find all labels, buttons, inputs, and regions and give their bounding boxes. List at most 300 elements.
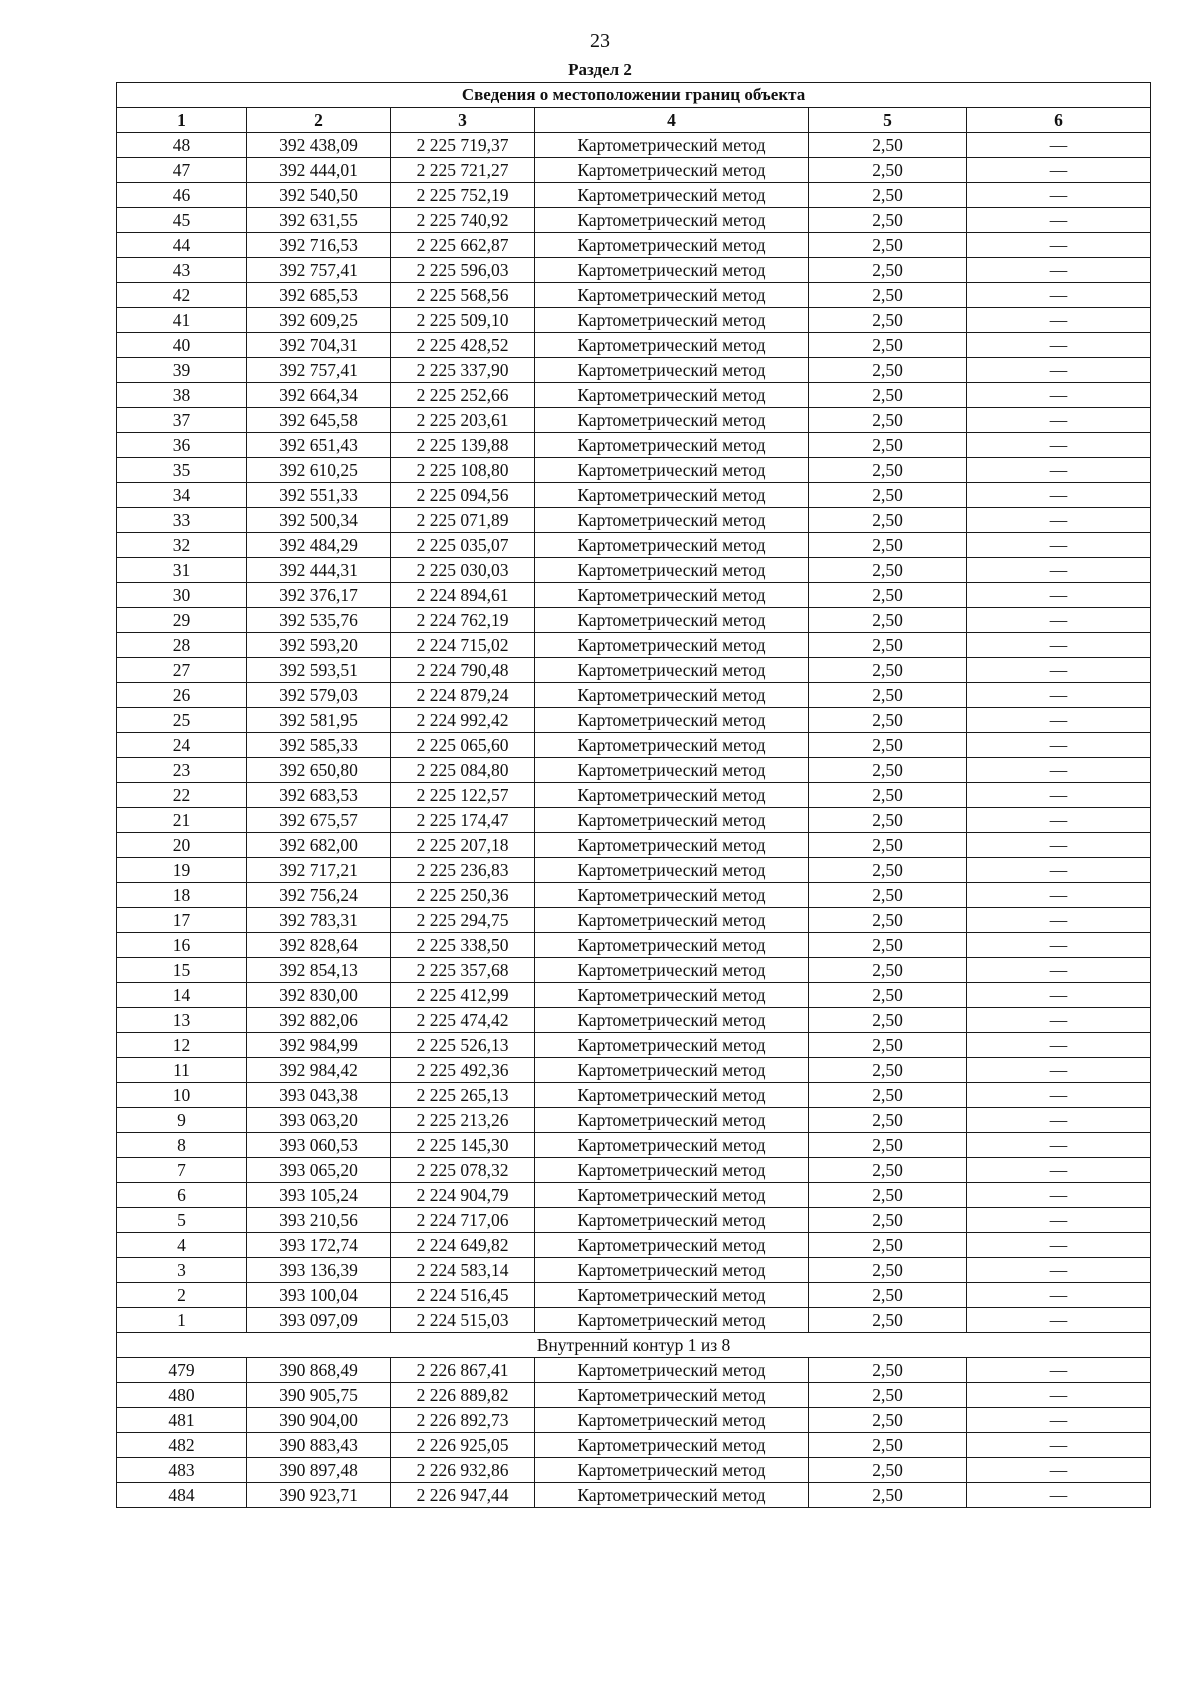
- cell-y-coordinate: 2 226 892,73: [391, 1408, 535, 1433]
- cell-accuracy: 2,50: [809, 458, 967, 483]
- cell-x-coordinate: 392 500,34: [247, 508, 391, 533]
- cell-method: Картометрический метод: [535, 483, 809, 508]
- cell-accuracy: 2,50: [809, 1233, 967, 1258]
- cell-method: Картометрический метод: [535, 733, 809, 758]
- cell-note: —: [967, 508, 1151, 533]
- table-row: [117, 1133, 1151, 1158]
- table-row: [117, 533, 1151, 558]
- cell-method: Картометрический метод: [535, 833, 809, 858]
- cell-x-coordinate: 392 717,21: [247, 858, 391, 883]
- cell-x-coordinate: 392 376,17: [247, 583, 391, 608]
- cell-x-coordinate: 392 444,31: [247, 558, 391, 583]
- cell-accuracy: 2,50: [809, 983, 967, 1008]
- table-row: [117, 308, 1151, 333]
- cell-point-number: 3: [117, 1258, 247, 1283]
- cell-accuracy: 2,50: [809, 158, 967, 183]
- cell-y-coordinate: 2 226 947,44: [391, 1483, 535, 1508]
- cell-note: —: [967, 1083, 1151, 1108]
- cell-y-coordinate: 2 224 790,48: [391, 658, 535, 683]
- cell-x-coordinate: 392 593,20: [247, 633, 391, 658]
- cell-method: Картометрический метод: [535, 433, 809, 458]
- cell-x-coordinate: 392 444,01: [247, 158, 391, 183]
- cell-method: Картометрический метод: [535, 958, 809, 983]
- cell-y-coordinate: 2 225 568,56: [391, 283, 535, 308]
- page-number: 23: [590, 30, 610, 52]
- cell-accuracy: 2,50: [809, 858, 967, 883]
- cell-point-number: 11: [117, 1058, 247, 1083]
- cell-method: Картометрический метод: [535, 1158, 809, 1183]
- cell-y-coordinate: 2 225 084,80: [391, 758, 535, 783]
- cell-accuracy: 2,50: [809, 1033, 967, 1058]
- cell-accuracy: 2,50: [809, 1058, 967, 1083]
- cell-x-coordinate: 392 438,09: [247, 133, 391, 158]
- cell-method: Картометрический метод: [535, 608, 809, 633]
- cell-y-coordinate: 2 225 035,07: [391, 533, 535, 558]
- cell-method: Картометрический метод: [535, 908, 809, 933]
- cell-point-number: 15: [117, 958, 247, 983]
- column-header: 1: [117, 108, 247, 133]
- cell-method: Картометрический метод: [535, 1483, 809, 1508]
- cell-y-coordinate: 2 224 583,14: [391, 1258, 535, 1283]
- cell-method: Картометрический метод: [535, 1433, 809, 1458]
- table-row: [117, 808, 1151, 833]
- cell-accuracy: 2,50: [809, 258, 967, 283]
- cell-x-coordinate: 392 484,29: [247, 533, 391, 558]
- cell-accuracy: 2,50: [809, 808, 967, 833]
- cell-accuracy: 2,50: [809, 1258, 967, 1283]
- cell-note: —: [967, 733, 1151, 758]
- column-header: 5: [809, 108, 967, 133]
- cell-method: Картометрический метод: [535, 283, 809, 308]
- cell-point-number: 27: [117, 658, 247, 683]
- cell-y-coordinate: 2 224 715,02: [391, 633, 535, 658]
- cell-x-coordinate: 392 581,95: [247, 708, 391, 733]
- cell-x-coordinate: 393 063,20: [247, 1108, 391, 1133]
- cell-accuracy: 2,50: [809, 1458, 967, 1483]
- cell-point-number: 9: [117, 1108, 247, 1133]
- cell-method: Картометрический метод: [535, 1458, 809, 1483]
- cell-point-number: 44: [117, 233, 247, 258]
- table-row: [117, 1183, 1151, 1208]
- cell-accuracy: 2,50: [809, 1133, 967, 1158]
- cell-y-coordinate: 2 225 250,36: [391, 883, 535, 908]
- cell-y-coordinate: 2 225 122,57: [391, 783, 535, 808]
- cell-note: —: [967, 1408, 1151, 1433]
- cell-y-coordinate: 2 225 071,89: [391, 508, 535, 533]
- cell-method: Картометрический метод: [535, 883, 809, 908]
- cell-x-coordinate: 392 540,50: [247, 183, 391, 208]
- cell-note: —: [967, 708, 1151, 733]
- cell-point-number: 38: [117, 383, 247, 408]
- cell-method: Картометрический метод: [535, 333, 809, 358]
- cell-y-coordinate: 2 225 078,32: [391, 1158, 535, 1183]
- cell-y-coordinate: 2 225 174,47: [391, 808, 535, 833]
- table-row: [117, 633, 1151, 658]
- cell-accuracy: 2,50: [809, 633, 967, 658]
- cell-accuracy: 2,50: [809, 958, 967, 983]
- cell-point-number: 483: [117, 1458, 247, 1483]
- cell-note: —: [967, 958, 1151, 983]
- cell-x-coordinate: 393 136,39: [247, 1258, 391, 1283]
- table-row: [117, 1433, 1151, 1458]
- cell-x-coordinate: 392 828,64: [247, 933, 391, 958]
- cell-point-number: 6: [117, 1183, 247, 1208]
- cell-point-number: 7: [117, 1158, 247, 1183]
- table-row: [117, 908, 1151, 933]
- cell-note: —: [967, 1258, 1151, 1283]
- cell-note: —: [967, 133, 1151, 158]
- cell-y-coordinate: 2 225 526,13: [391, 1033, 535, 1058]
- cell-x-coordinate: 392 716,53: [247, 233, 391, 258]
- cell-point-number: 1: [117, 1308, 247, 1333]
- cell-note: —: [967, 1233, 1151, 1258]
- cell-point-number: 25: [117, 708, 247, 733]
- cell-note: —: [967, 1283, 1151, 1308]
- cell-x-coordinate: 392 645,58: [247, 408, 391, 433]
- cell-point-number: 48: [117, 133, 247, 158]
- cell-accuracy: 2,50: [809, 708, 967, 733]
- table-row: [117, 758, 1151, 783]
- cell-method: Картометрический метод: [535, 1183, 809, 1208]
- cell-point-number: 35: [117, 458, 247, 483]
- cell-accuracy: 2,50: [809, 883, 967, 908]
- table-header-row: [117, 108, 1151, 133]
- cell-point-number: 42: [117, 283, 247, 308]
- cell-method: Картометрический метод: [535, 758, 809, 783]
- column-header: 4: [535, 108, 809, 133]
- cell-x-coordinate: 393 065,20: [247, 1158, 391, 1183]
- cell-y-coordinate: 2 225 207,18: [391, 833, 535, 858]
- cell-accuracy: 2,50: [809, 333, 967, 358]
- cell-accuracy: 2,50: [809, 183, 967, 208]
- cell-point-number: 5: [117, 1208, 247, 1233]
- cell-accuracy: 2,50: [809, 908, 967, 933]
- cell-method: Картометрический метод: [535, 358, 809, 383]
- cell-note: —: [967, 383, 1151, 408]
- cell-x-coordinate: 393 097,09: [247, 1308, 391, 1333]
- cell-y-coordinate: 2 225 145,30: [391, 1133, 535, 1158]
- cell-note: —: [967, 1433, 1151, 1458]
- cell-note: —: [967, 533, 1151, 558]
- cell-note: —: [967, 408, 1151, 433]
- cell-y-coordinate: 2 224 717,06: [391, 1208, 535, 1233]
- cell-x-coordinate: 392 756,24: [247, 883, 391, 908]
- cell-method: Картометрический метод: [535, 533, 809, 558]
- cell-y-coordinate: 2 226 867,41: [391, 1358, 535, 1383]
- cell-accuracy: 2,50: [809, 683, 967, 708]
- table-row: [117, 983, 1151, 1008]
- cell-x-coordinate: 392 783,31: [247, 908, 391, 933]
- cell-y-coordinate: 2 225 030,03: [391, 558, 535, 583]
- cell-y-coordinate: 2 225 428,52: [391, 333, 535, 358]
- cell-accuracy: 2,50: [809, 658, 967, 683]
- cell-accuracy: 2,50: [809, 758, 967, 783]
- cell-x-coordinate: 393 043,38: [247, 1083, 391, 1108]
- table-row: [117, 1283, 1151, 1308]
- cell-y-coordinate: 2 225 492,36: [391, 1058, 535, 1083]
- cell-y-coordinate: 2 225 740,92: [391, 208, 535, 233]
- cell-point-number: 37: [117, 408, 247, 433]
- cell-accuracy: 2,50: [809, 358, 967, 383]
- cell-point-number: 29: [117, 608, 247, 633]
- cell-point-number: 33: [117, 508, 247, 533]
- cell-note: —: [967, 1033, 1151, 1058]
- cell-method: Картометрический метод: [535, 1408, 809, 1433]
- cell-method: Картометрический метод: [535, 1133, 809, 1158]
- cell-accuracy: 2,50: [809, 1008, 967, 1033]
- cell-x-coordinate: 392 651,43: [247, 433, 391, 458]
- cell-point-number: 480: [117, 1383, 247, 1408]
- cell-note: —: [967, 608, 1151, 633]
- cell-point-number: 22: [117, 783, 247, 808]
- table-row: [117, 833, 1151, 858]
- cell-note: —: [967, 158, 1151, 183]
- cell-accuracy: 2,50: [809, 1158, 967, 1183]
- cell-accuracy: 2,50: [809, 933, 967, 958]
- table-row: [117, 733, 1151, 758]
- cell-note: —: [967, 858, 1151, 883]
- cell-x-coordinate: 390 904,00: [247, 1408, 391, 1433]
- table-row: [117, 458, 1151, 483]
- cell-point-number: 40: [117, 333, 247, 358]
- cell-method: Картометрический метод: [535, 1358, 809, 1383]
- cell-point-number: 31: [117, 558, 247, 583]
- cell-method: Картометрический метод: [535, 658, 809, 683]
- table-row: [117, 208, 1151, 233]
- cell-method: Картометрический метод: [535, 1083, 809, 1108]
- cell-accuracy: 2,50: [809, 1108, 967, 1133]
- cell-method: Картометрический метод: [535, 208, 809, 233]
- cell-point-number: 36: [117, 433, 247, 458]
- cell-method: Картометрический метод: [535, 1283, 809, 1308]
- cell-x-coordinate: 390 868,49: [247, 1358, 391, 1383]
- table-row: [117, 558, 1151, 583]
- cell-y-coordinate: 2 226 889,82: [391, 1383, 535, 1408]
- cell-note: —: [967, 658, 1151, 683]
- boundary-table: [116, 82, 1151, 1508]
- column-header: 2: [247, 108, 391, 133]
- table-row: [117, 783, 1151, 808]
- cell-accuracy: 2,50: [809, 1083, 967, 1108]
- cell-y-coordinate: 2 224 649,82: [391, 1233, 535, 1258]
- cell-method: Картометрический метод: [535, 383, 809, 408]
- cell-x-coordinate: 390 923,71: [247, 1483, 391, 1508]
- cell-x-coordinate: 392 682,00: [247, 833, 391, 858]
- table-row: [117, 933, 1151, 958]
- table-row: [117, 958, 1151, 983]
- cell-x-coordinate: 392 984,42: [247, 1058, 391, 1083]
- cell-point-number: 482: [117, 1433, 247, 1458]
- cell-point-number: 20: [117, 833, 247, 858]
- cell-note: —: [967, 1183, 1151, 1208]
- table-row: [117, 708, 1151, 733]
- cell-y-coordinate: 2 224 515,03: [391, 1308, 535, 1333]
- cell-note: —: [967, 258, 1151, 283]
- cell-x-coordinate: 392 683,53: [247, 783, 391, 808]
- cell-method: Картометрический метод: [535, 633, 809, 658]
- cell-y-coordinate: 2 225 236,83: [391, 858, 535, 883]
- table-row: [117, 358, 1151, 383]
- cell-accuracy: 2,50: [809, 133, 967, 158]
- cell-y-coordinate: 2 226 932,86: [391, 1458, 535, 1483]
- cell-method: Картометрический метод: [535, 558, 809, 583]
- cell-y-coordinate: 2 225 474,42: [391, 1008, 535, 1033]
- cell-y-coordinate: 2 225 213,26: [391, 1108, 535, 1133]
- table-row: [117, 1458, 1151, 1483]
- cell-x-coordinate: 392 685,53: [247, 283, 391, 308]
- cell-x-coordinate: 392 535,76: [247, 608, 391, 633]
- cell-note: —: [967, 1133, 1151, 1158]
- cell-x-coordinate: 392 610,25: [247, 458, 391, 483]
- cell-method: Картометрический метод: [535, 1108, 809, 1133]
- table-row: [117, 658, 1151, 683]
- cell-y-coordinate: 2 225 509,10: [391, 308, 535, 333]
- cell-point-number: 16: [117, 933, 247, 958]
- table-row: [117, 1408, 1151, 1433]
- cell-point-number: 34: [117, 483, 247, 508]
- column-header: 3: [391, 108, 535, 133]
- cell-method: Картометрический метод: [535, 458, 809, 483]
- cell-note: —: [967, 558, 1151, 583]
- cell-y-coordinate: 2 224 762,19: [391, 608, 535, 633]
- cell-y-coordinate: 2 225 357,68: [391, 958, 535, 983]
- cell-y-coordinate: 2 224 992,42: [391, 708, 535, 733]
- cell-method: Картометрический метод: [535, 933, 809, 958]
- cell-note: —: [967, 308, 1151, 333]
- cell-point-number: 41: [117, 308, 247, 333]
- cell-method: Картометрический метод: [535, 983, 809, 1008]
- cell-method: Картометрический метод: [535, 408, 809, 433]
- table-row: [117, 1058, 1151, 1083]
- cell-accuracy: 2,50: [809, 608, 967, 633]
- table-row: [117, 858, 1151, 883]
- cell-point-number: 17: [117, 908, 247, 933]
- cell-x-coordinate: 392 579,03: [247, 683, 391, 708]
- cell-note: —: [967, 233, 1151, 258]
- cell-accuracy: 2,50: [809, 233, 967, 258]
- table-row: [117, 1083, 1151, 1108]
- cell-point-number: 2: [117, 1283, 247, 1308]
- cell-note: —: [967, 358, 1151, 383]
- cell-note: —: [967, 458, 1151, 483]
- cell-method: Картометрический метод: [535, 183, 809, 208]
- cell-accuracy: 2,50: [809, 558, 967, 583]
- table-row: [117, 183, 1151, 208]
- cell-accuracy: 2,50: [809, 783, 967, 808]
- cell-y-coordinate: 2 225 294,75: [391, 908, 535, 933]
- cell-y-coordinate: 2 225 252,66: [391, 383, 535, 408]
- cell-x-coordinate: 392 650,80: [247, 758, 391, 783]
- cell-x-coordinate: 392 984,99: [247, 1033, 391, 1058]
- cell-note: —: [967, 808, 1151, 833]
- cell-x-coordinate: 390 897,48: [247, 1458, 391, 1483]
- cell-method: Картометрический метод: [535, 1308, 809, 1333]
- table-row: [117, 1258, 1151, 1283]
- cell-x-coordinate: 392 631,55: [247, 208, 391, 233]
- table-row: [117, 683, 1151, 708]
- table-row: [117, 1383, 1151, 1408]
- cell-note: —: [967, 633, 1151, 658]
- cell-note: —: [967, 1058, 1151, 1083]
- cell-note: —: [967, 333, 1151, 358]
- cell-method: Картометрический метод: [535, 583, 809, 608]
- cell-y-coordinate: 2 225 265,13: [391, 1083, 535, 1108]
- cell-y-coordinate: 2 224 894,61: [391, 583, 535, 608]
- cell-accuracy: 2,50: [809, 283, 967, 308]
- table-body: [117, 133, 1151, 1508]
- cell-note: —: [967, 1208, 1151, 1233]
- cell-x-coordinate: 392 704,31: [247, 333, 391, 358]
- cell-note: —: [967, 1158, 1151, 1183]
- cell-accuracy: 2,50: [809, 1208, 967, 1233]
- cell-x-coordinate: 392 609,25: [247, 308, 391, 333]
- table-row: [117, 258, 1151, 283]
- cell-accuracy: 2,50: [809, 433, 967, 458]
- cell-note: —: [967, 1358, 1151, 1383]
- cell-x-coordinate: 392 551,33: [247, 483, 391, 508]
- cell-accuracy: 2,50: [809, 308, 967, 333]
- cell-y-coordinate: 2 224 516,45: [391, 1283, 535, 1308]
- cell-method: Картометрический метод: [535, 708, 809, 733]
- cell-accuracy: 2,50: [809, 383, 967, 408]
- cell-method: Картометрический метод: [535, 858, 809, 883]
- cell-note: —: [967, 283, 1151, 308]
- table-row: [117, 1158, 1151, 1183]
- cell-point-number: 21: [117, 808, 247, 833]
- cell-accuracy: 2,50: [809, 1433, 967, 1458]
- cell-point-number: 30: [117, 583, 247, 608]
- cell-note: —: [967, 1458, 1151, 1483]
- cell-x-coordinate: 393 210,56: [247, 1208, 391, 1233]
- cell-note: —: [967, 883, 1151, 908]
- cell-point-number: 12: [117, 1033, 247, 1058]
- table-row: [117, 383, 1151, 408]
- cell-y-coordinate: 2 225 094,56: [391, 483, 535, 508]
- cell-accuracy: 2,50: [809, 1358, 967, 1383]
- cell-method: Картометрический метод: [535, 258, 809, 283]
- table-row: [117, 1358, 1151, 1383]
- cell-method: Картометрический метод: [535, 1383, 809, 1408]
- cell-method: Картометрический метод: [535, 308, 809, 333]
- cell-y-coordinate: 2 225 721,27: [391, 158, 535, 183]
- cell-y-coordinate: 2 224 879,24: [391, 683, 535, 708]
- cell-x-coordinate: 393 172,74: [247, 1233, 391, 1258]
- cell-accuracy: 2,50: [809, 483, 967, 508]
- table-row: [117, 158, 1151, 183]
- contour-label: Внутренний контур 1 из 8: [117, 1333, 1151, 1358]
- cell-x-coordinate: 392 585,33: [247, 733, 391, 758]
- cell-x-coordinate: 392 675,57: [247, 808, 391, 833]
- cell-y-coordinate: 2 225 412,99: [391, 983, 535, 1008]
- cell-point-number: 39: [117, 358, 247, 383]
- cell-y-coordinate: 2 224 904,79: [391, 1183, 535, 1208]
- cell-point-number: 23: [117, 758, 247, 783]
- table-row: [117, 133, 1151, 158]
- cell-point-number: 47: [117, 158, 247, 183]
- cell-accuracy: 2,50: [809, 1408, 967, 1433]
- cell-note: —: [967, 783, 1151, 808]
- cell-note: —: [967, 933, 1151, 958]
- table-row: [117, 483, 1151, 508]
- cell-point-number: 8: [117, 1133, 247, 1158]
- table-row: [117, 283, 1151, 308]
- cell-point-number: 4: [117, 1233, 247, 1258]
- cell-note: —: [967, 683, 1151, 708]
- cell-note: —: [967, 433, 1151, 458]
- cell-point-number: 19: [117, 858, 247, 883]
- cell-note: —: [967, 483, 1151, 508]
- cell-method: Картометрический метод: [535, 808, 809, 833]
